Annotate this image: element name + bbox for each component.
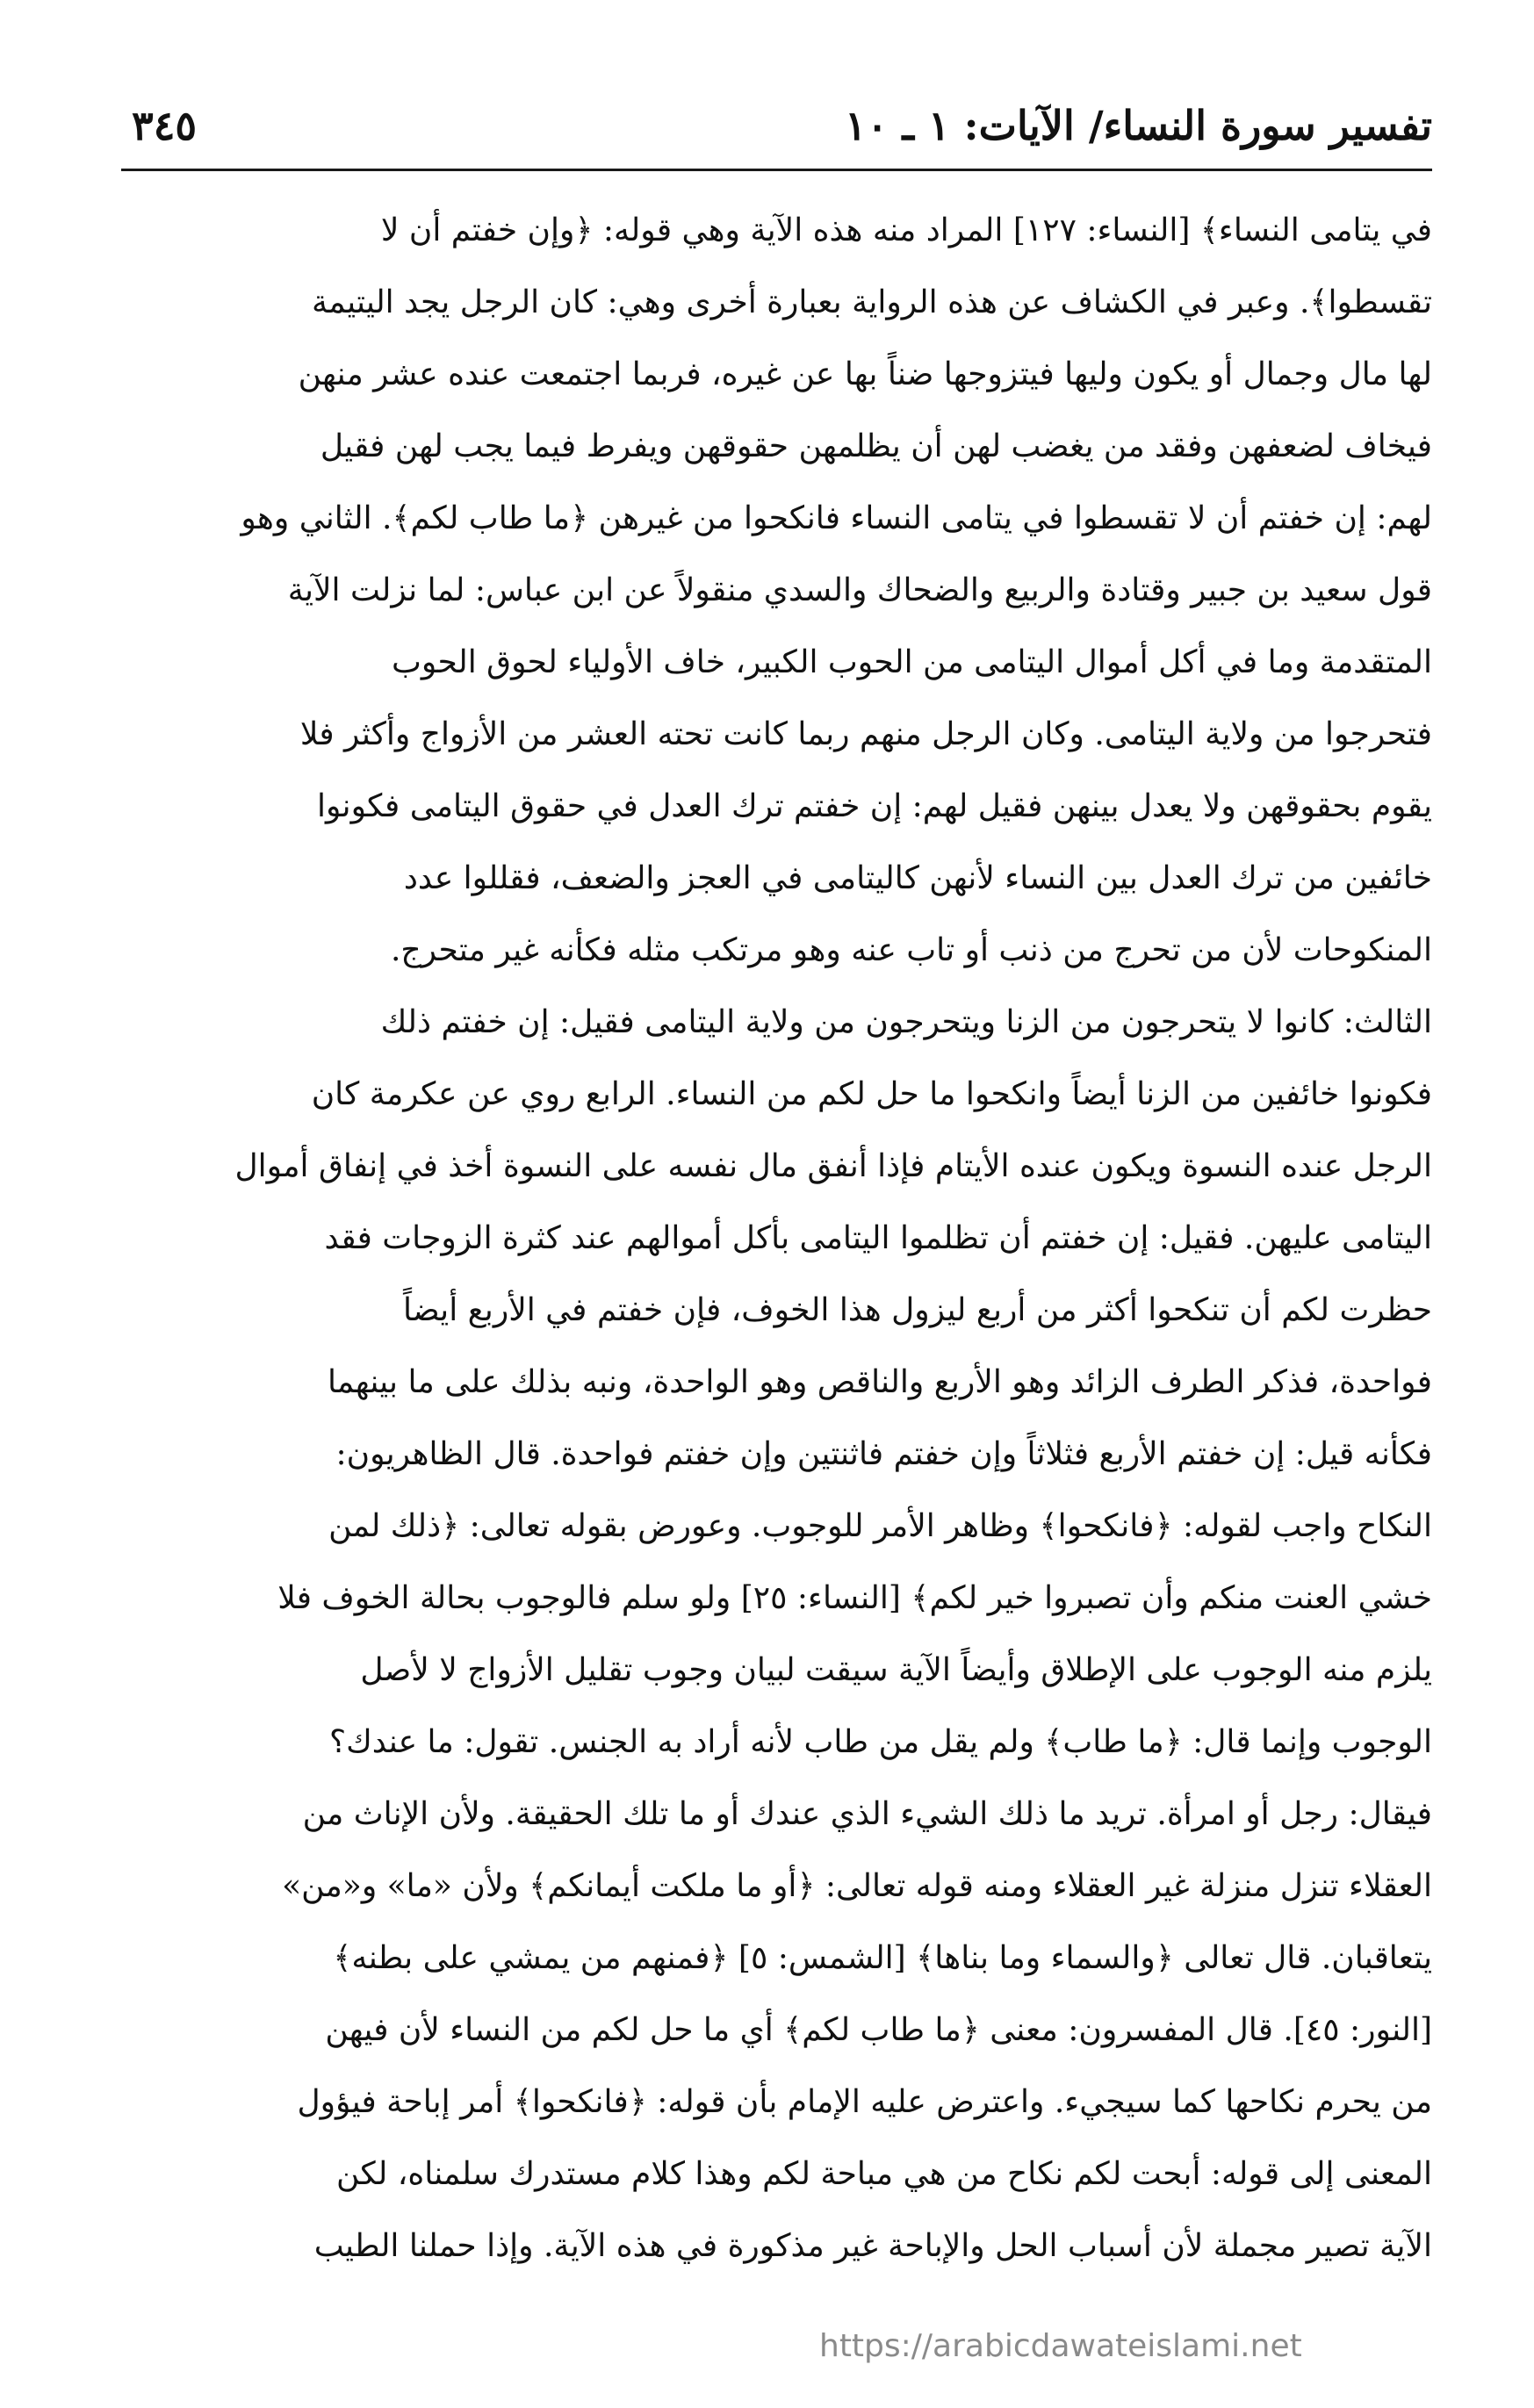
text-line: المعنى إلى قوله: أبحت لكم نكاح من هي مباحة لكم وهذا كلام مستدرك سلمناه، لكن [336, 2156, 1432, 2192]
text-line: العقلاء تنزل منزلة غير العقلاء ومنه قوله تعالى: ﴿أو ما ملكت أيمانكم﴾ ولأن «ما» و«من» [282, 1868, 1432, 1904]
text-line: فكونوا خائفين من الزنا أيضاً وانكحوا ما حل لكم من النساء. الرابع روي عن عكرمة كان [311, 1076, 1432, 1112]
text-line: قول سعيد بن جبير وقتادة والربيع والضحاك والسدي منقولاً عن ابن عباس: لما نزلت الآية [287, 572, 1432, 608]
text-line: [النور: ٤٥]. قال المفسرون: معنى ﴿ما طاب لكم﴾ أي ما حل لكم من النساء لأن فيهن [325, 2012, 1432, 2048]
text-line: يقوم بحقوقهن ولا يعدل بينهن فقيل لهم: إن خفتم ترك العدل في حقوق اليتامى فكونوا [316, 788, 1432, 824]
text-line: الثالث: كانوا لا يتحرجون من الزنا ويتحرجون من ولاية اليتامى فقيل: إن خفتم ذلك [380, 1004, 1432, 1040]
text-line: النكاح واجب لقوله: ﴿فانكحوا﴾ وظاهر الأمر للوجوب. وعورض بقوله تعالى: ﴿ذلك لمن [328, 1508, 1432, 1544]
text-line: الرجل عنده النسوة ويكون عنده الأيتام فإذا أنفق مال نفسه على النسوة أخذ في إنفاق أموال [234, 1148, 1432, 1184]
text-line: في يتامى النساء﴾ [النساء: ١٢٧] المراد منه هذه الآية وهي قوله: ﴿وإن خفتم أن لا [380, 212, 1432, 248]
text-line: الوجوب وإنما قال: ﴿ما طاب﴾ ولم يقل من طاب لأنه أراد به الجنس. تقول: ما عندك؟ [329, 1724, 1432, 1760]
watermark-url: https://arabicdawateislami.net [819, 2328, 1302, 2364]
text-line: فتحرجوا من ولاية اليتامى. وكان الرجل منهم ربما كانت تحته العشر من الأزواج وأكثر فلا [299, 716, 1432, 752]
text-line: من يحرم نكاحها كما سيجيء. واعترض عليه الإمام بأن قوله: ﴿فانكحوا﴾ أمر إباحة فيؤول [297, 2084, 1432, 2120]
text-line: يتعاقبان. قال تعالى ﴿والسماء وما بناها﴾ [الشمس: ٥] ﴿فمنهم من يمشي على بطنه﴾ [333, 1940, 1432, 1976]
text-line: تقسطوا﴾. وعبر في الكشاف عن هذه الرواية بعبارة أخرى وهي: كان الرجل يجد اليتيمة [312, 284, 1432, 320]
text-line: لهم: إن خفتم أن لا تقسطوا في يتامى النساء فانكحوا من غيرهن ﴿ما طاب لكم﴾. الثاني وهو [241, 500, 1432, 536]
text-line: خائفين من ترك العدل بين النساء لأنهن كاليتامى في العجز والضعف، فقللوا عدد [403, 860, 1432, 896]
header-divider [121, 169, 1432, 171]
text-line: يلزم منه الوجوب على الإطلاق وأيضاً الآية سيقت لبيان وجوب تقليل الأزواج لا لأصل [360, 1652, 1432, 1688]
text-line: فيخاف لضعفهن وفقد من يغضب لهن أن يظلمهن حقوقهن ويفرط فيما يجب لهن فقيل [320, 428, 1432, 464]
text-line: اليتامى عليهن. فقيل: إن خفتم أن تظلموا اليتامى بأكل أموالهم عند كثرة الزوجات فقد [324, 1220, 1432, 1256]
running-title: تفسير سورة النساء/ الآيات: ١ ـ ١٠ [845, 102, 1432, 149]
text-line: المنكوحات لأن من تحرج من ذنب أو تاب عنه وهو مرتكب مثله فكأنه غير متحرج. [390, 932, 1432, 968]
text-line: المتقدمة وما في أكل أموال اليتامى من الحوب الكبير، خاف الأولياء لحوق الحوب [392, 644, 1432, 680]
page-number: ٣٤٥ [132, 102, 198, 149]
page-header [121, 95, 1432, 165]
text-line: خشي العنت منكم وأن تصبروا خير لكم﴾ [النساء: ٢٥] ولو سلم فالوجوب بحالة الخوف فلا [277, 1580, 1432, 1616]
text-line: فكأنه قيل: إن خفتم الأربع فثلاثاً وإن خفتم فاثنتين وإن خفتم فواحدة. قال الظاهريون: [335, 1436, 1432, 1472]
text-line: لها مال وجمال أو يكون وليها فيتزوجها ضناً بها عن غيره، فربما اجتمعت عنده عشر منهن [298, 356, 1432, 392]
text-line: الآية تصير مجملة لأن أسباب الحل والإباحة غير مذكورة في هذه الآية. وإذا حملنا الطيب [313, 2228, 1432, 2264]
text-line: فيقال: رجل أو امرأة. تريد ما ذلك الشيء الذي عندك أو ما تلك الحقيقة. ولأن الإناث من [302, 1796, 1432, 1832]
text-line: حظرت لكم أن تنكحوا أكثر من أربع ليزول هذا الخوف، فإن خفتم في الأربع أيضاً [402, 1292, 1432, 1328]
body-text [105, 195, 1432, 2282]
text-line: فواحدة، فذكر الطرف الزائد وهو الأربع والناقص وهو الواحدة، ونبه بذلك على ما بينهما [327, 1364, 1432, 1400]
